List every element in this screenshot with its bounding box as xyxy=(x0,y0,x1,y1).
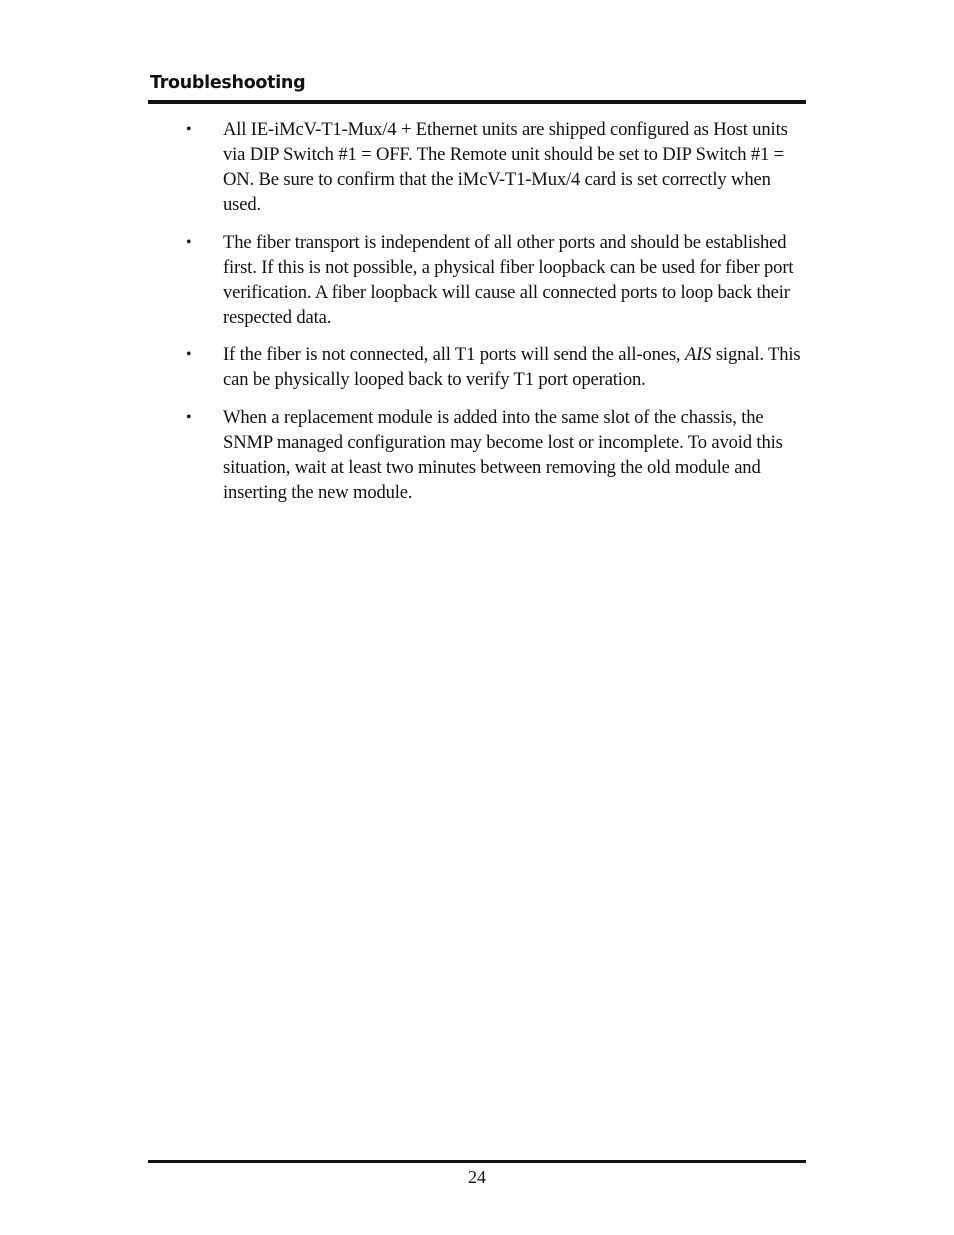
list-item-text-after: signal. This can be physically looped back to verify T1 port operation. xyxy=(223,344,801,390)
list-item xyxy=(186,405,810,505)
list-item xyxy=(186,342,810,392)
list-item-text-before: If the fiber is not connected, all T1 ports will send the all-ones, xyxy=(223,344,685,365)
list-item-text: The fiber transport is independent of all other ports and should be established first. If this is not possible, a physical fiber loopback can be used for fiber port verification. A fiber loopback will cause all connected ports to loop back their respected data. xyxy=(223,231,794,328)
section-heading: Troubleshooting xyxy=(150,73,306,93)
list-item-text: When a replacement module is added into the same slot of the chassis, the SNMP managed configuration may become lost or incomplete. To avoid this situation, wait at least two minutes between removing the old module and inserting the new module. xyxy=(223,406,783,503)
bullet-icon: • xyxy=(186,121,192,138)
bullet-icon: • xyxy=(186,408,192,426)
bullet-icon: • xyxy=(186,346,192,363)
header-rule xyxy=(148,100,806,104)
footer-rule xyxy=(148,1160,806,1163)
troubleshooting-list xyxy=(186,117,810,517)
ais-emphasis: AIS xyxy=(684,344,712,365)
bullet-icon: • xyxy=(186,233,192,251)
page-number: 24 xyxy=(468,1167,486,1187)
list-item-text: All IE-iMcV-T1-Mux/4 + Ethernet units are shipped configured as Host units via DIP Switch #1 = OFF. The Remote unit should be set to DIP Switch #1 = ON. Be sure to confirm that the iMcV-T1-Mux/4 card is set correctly when used. xyxy=(223,119,788,215)
list-item xyxy=(186,117,810,217)
list-item xyxy=(186,230,810,330)
